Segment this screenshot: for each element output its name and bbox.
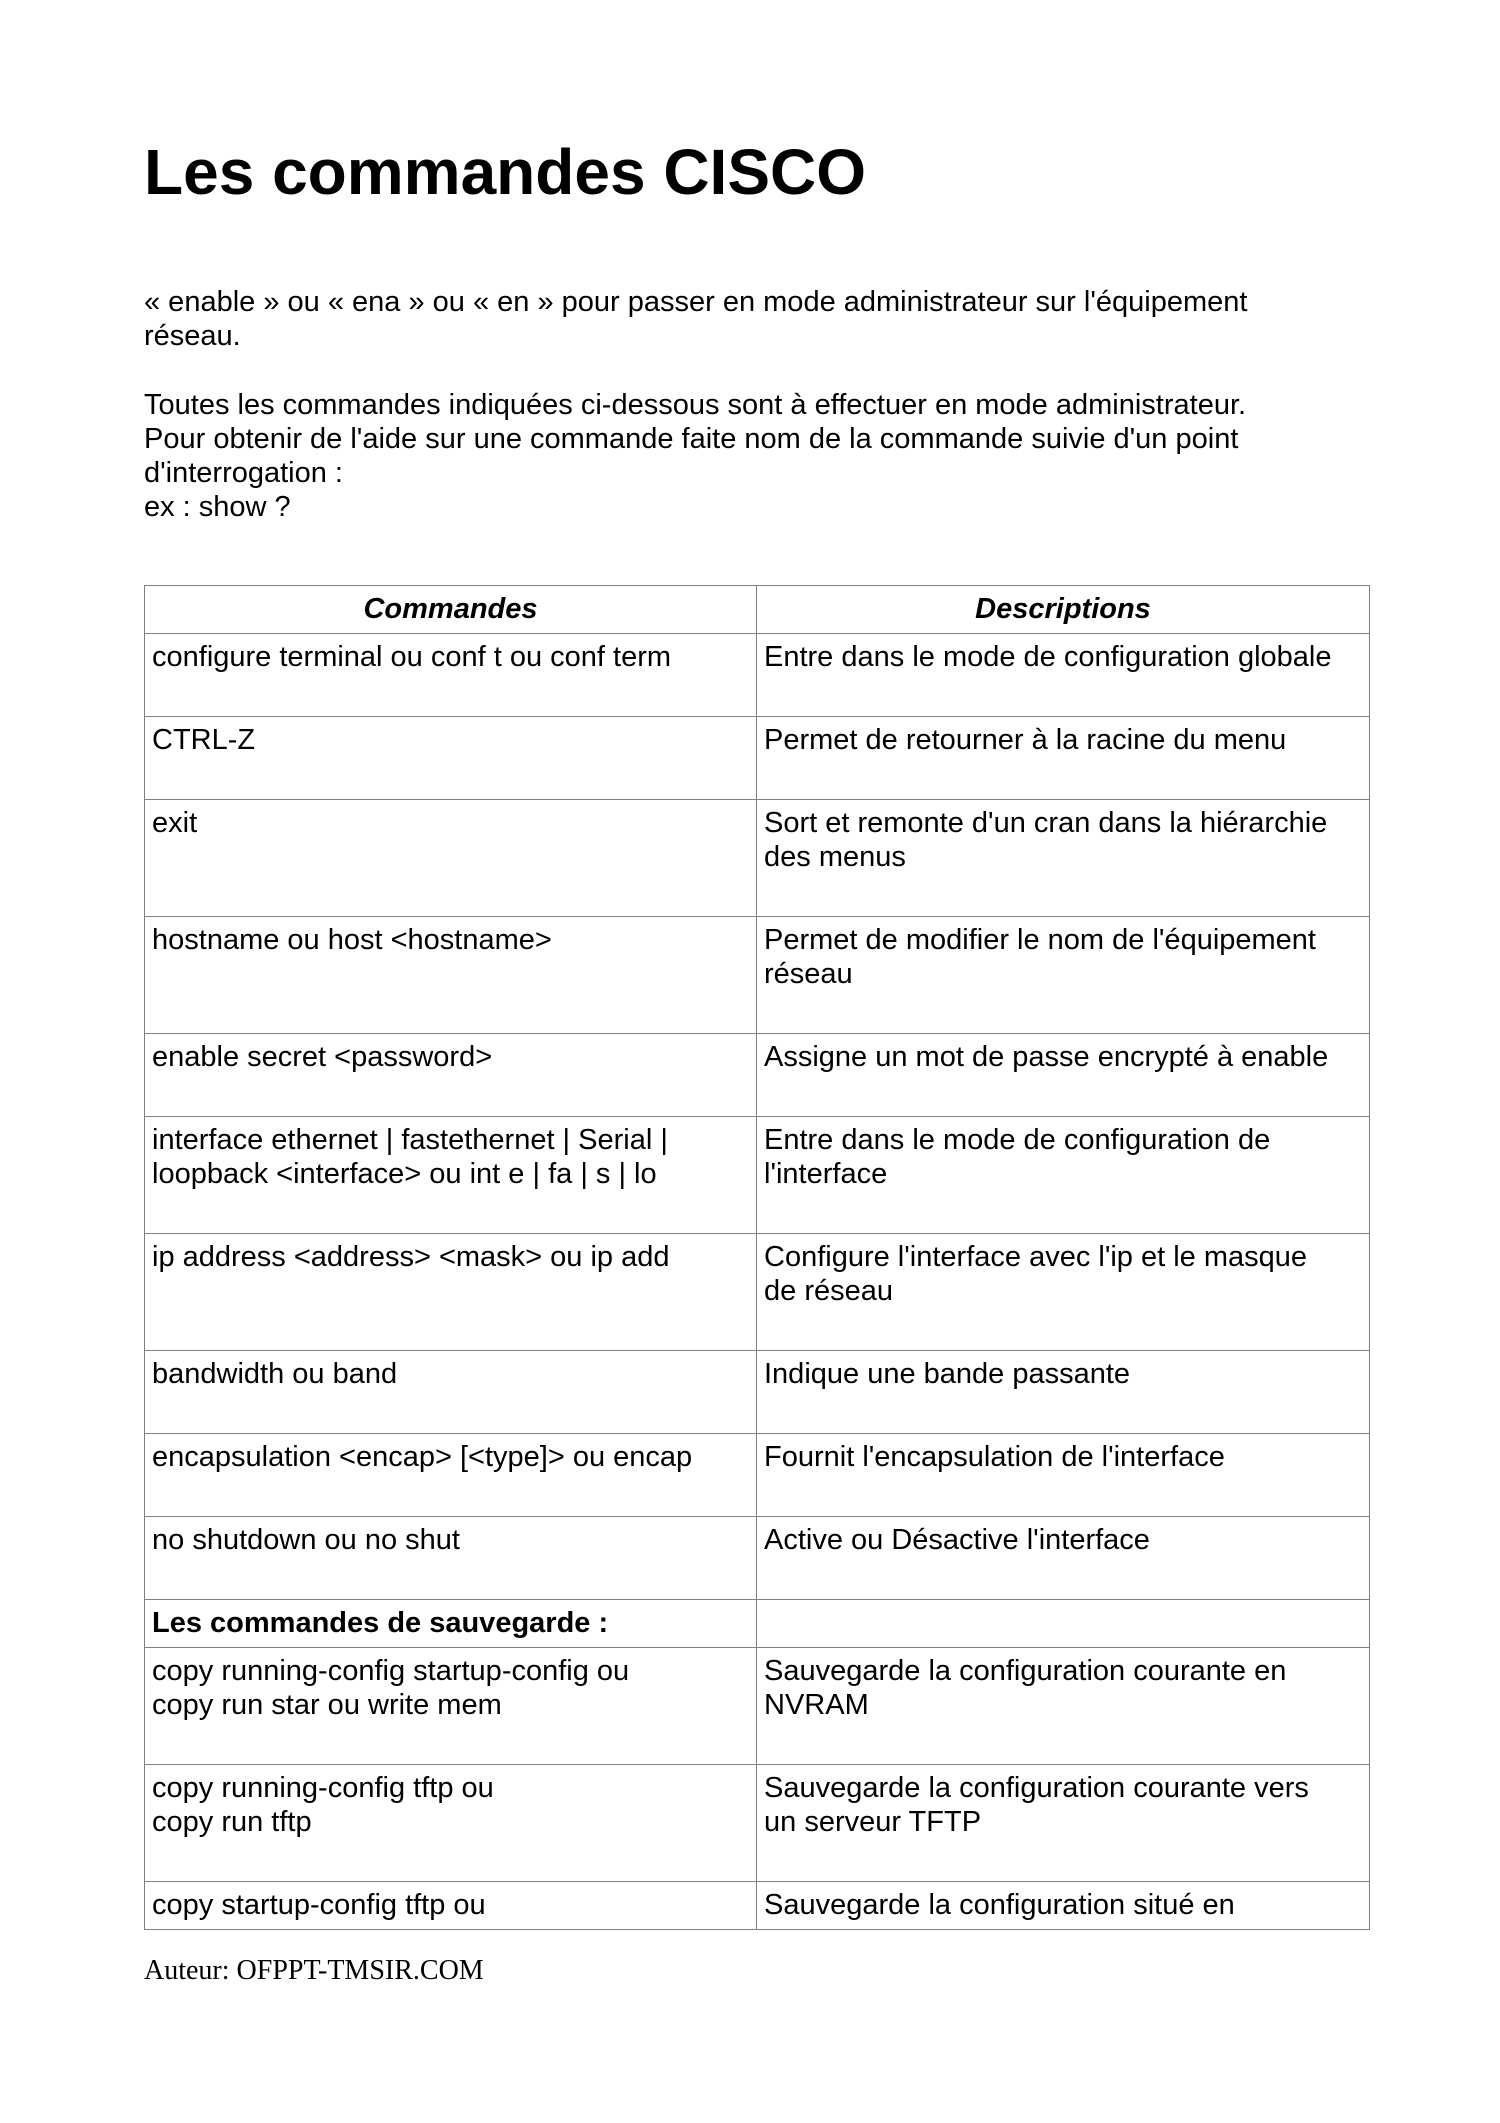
command-cell: copy running-config tftp ou copy run tftp xyxy=(145,1765,757,1882)
command-cell: no shutdown ou no shut xyxy=(145,1517,757,1600)
table-row xyxy=(145,800,1370,917)
intro-line: Toutes les commandes indiquées ci-dessous sont à effectuer en mode administrateur. xyxy=(144,389,1247,421)
command-cell: copy startup-config tftp ou xyxy=(145,1882,757,1930)
empty-cell xyxy=(757,1600,1370,1648)
table-row xyxy=(145,1517,1370,1600)
description-cell: Sauvegarde la configuration courante en NVRAM xyxy=(757,1648,1370,1765)
command-cell: encapsulation <encap> [<type]> ou encap xyxy=(145,1434,757,1517)
description-cell: Fournit l'encapsulation de l'interface xyxy=(757,1434,1370,1517)
description-cell: Sauvegarde la configuration situé en xyxy=(757,1882,1370,1930)
table-row xyxy=(145,1234,1370,1351)
table-header-row xyxy=(145,586,1370,634)
command-cell: ip address <address> <mask> ou ip add xyxy=(145,1234,757,1351)
table-row xyxy=(145,634,1370,717)
table-row xyxy=(145,917,1370,1034)
table-row xyxy=(145,1882,1370,1930)
table-row xyxy=(145,1434,1370,1517)
table-row xyxy=(145,1117,1370,1234)
command-cell: bandwidth ou band xyxy=(145,1351,757,1434)
intro-line: réseau. xyxy=(144,320,241,352)
page-title: Les commandes CISCO xyxy=(144,136,866,208)
description-cell: Entre dans le mode de configuration globale xyxy=(757,634,1370,717)
table-row xyxy=(145,717,1370,800)
description-cell: Sauvegarde la configuration courante vers un serveur TFTP xyxy=(757,1765,1370,1882)
section-heading: Les commandes de sauvegarde : xyxy=(145,1600,757,1648)
description-cell: Permet de modifier le nom de l'équipement réseau xyxy=(757,917,1370,1034)
table-row xyxy=(145,1765,1370,1882)
command-cell: copy running-config startup-config ou copy run star ou write mem xyxy=(145,1648,757,1765)
command-cell: enable secret <password> xyxy=(145,1034,757,1117)
intro-line: « enable » ou « ena » ou « en » pour passer en mode administrateur sur l'équipement xyxy=(144,286,1248,318)
intro-line: d'interrogation : xyxy=(144,457,343,489)
table-row xyxy=(145,1351,1370,1434)
description-cell: Permet de retourner à la racine du menu xyxy=(757,717,1370,800)
intro-line: ex : show ? xyxy=(144,491,291,523)
footer-author: Auteur: OFPPT-TMSIR.COM xyxy=(144,1955,484,1986)
commands-table xyxy=(144,585,1370,1930)
intro-paragraph-enable xyxy=(144,285,1368,353)
section-heading-row xyxy=(145,1600,1370,1648)
command-cell: hostname ou host <hostname> xyxy=(145,917,757,1034)
command-cell: configure terminal ou conf t ou conf term xyxy=(145,634,757,717)
table-row xyxy=(145,1648,1370,1765)
intro-line: Pour obtenir de l'aide sur une commande faite nom de la commande suivie d'un point xyxy=(144,423,1239,455)
command-cell: exit xyxy=(145,800,757,917)
description-cell: Assigne un mot de passe encrypté à enable xyxy=(757,1034,1370,1117)
description-cell: Indique une bande passante xyxy=(757,1351,1370,1434)
command-cell: CTRL-Z xyxy=(145,717,757,800)
header-commands: Commandes xyxy=(145,586,757,634)
description-cell: Entre dans le mode de configuration de l'interface xyxy=(757,1117,1370,1234)
description-cell: Configure l'interface avec l'ip et le masque de réseau xyxy=(757,1234,1370,1351)
header-descriptions: Descriptions xyxy=(757,586,1370,634)
description-cell: Active ou Désactive l'interface xyxy=(757,1517,1370,1600)
command-cell: interface ethernet | fastethernet | Serial | loopback <interface> ou int e | fa | s | lo xyxy=(145,1117,757,1234)
description-cell: Sort et remonte d'un cran dans la hiérarchie des menus xyxy=(757,800,1370,917)
table-row xyxy=(145,1034,1370,1117)
intro-paragraph-help xyxy=(144,388,1368,524)
